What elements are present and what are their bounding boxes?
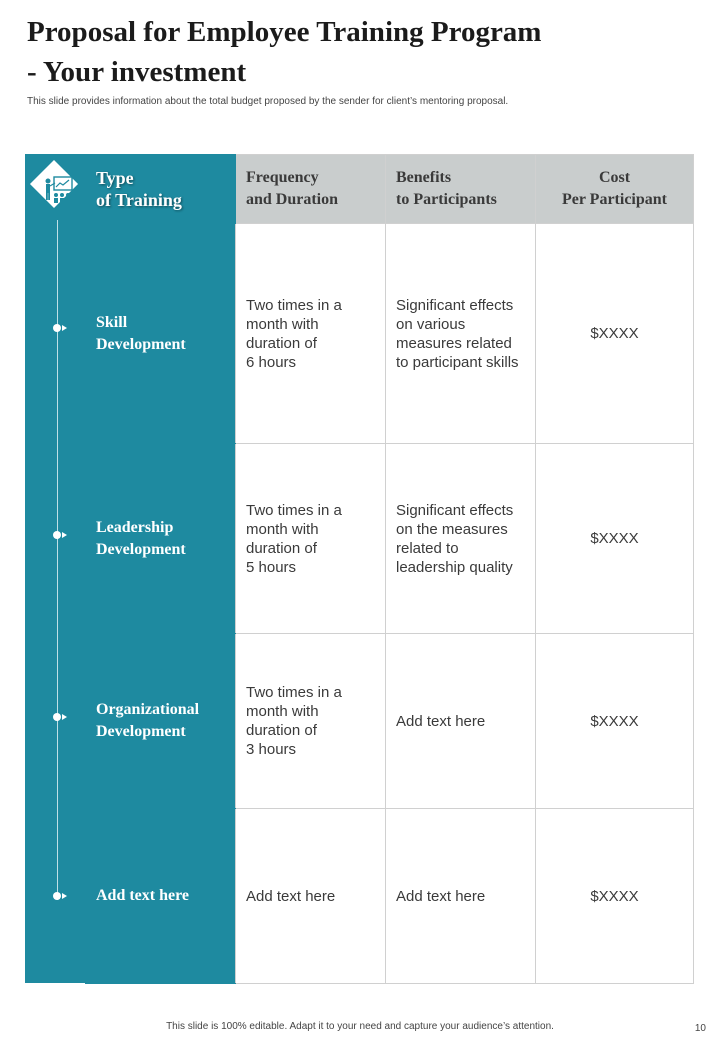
row-cost: $XXXX [536, 444, 694, 634]
timeline-marker-1 [53, 323, 67, 333]
title-line-1: Proposal for Employee Training Program [27, 16, 542, 48]
row-type: Skill Development [86, 224, 236, 444]
header-type-of-training: Type of Training [86, 155, 236, 224]
page-subtitle: This slide provides information about the total budget proposed by the sender for client’s mentoring proposal. [27, 96, 509, 107]
title-line-2: - Your investment [27, 56, 247, 88]
timeline-marker-3 [53, 712, 67, 722]
timeline-rail [25, 154, 85, 983]
row-benefits: Significant effects on the measures related to leadership quality [386, 444, 536, 634]
header-cost: Cost Per Participant [536, 155, 694, 224]
row-frequency: Add text here [236, 809, 386, 984]
page-title [27, 12, 667, 92]
row-cost: $XXXX [536, 634, 694, 809]
row-type: Add text here [86, 809, 236, 984]
row-benefits: Add text here [386, 809, 536, 984]
header-benefits: Benefits to Participants [386, 155, 536, 224]
row-cost: $XXXX [536, 809, 694, 984]
timeline-line [57, 220, 58, 900]
row-frequency: Two times in a month with duration of 6 hours [236, 224, 386, 444]
row-frequency: Two times in a month with duration of 3 hours [236, 634, 386, 809]
training-presentation-icon [42, 172, 78, 208]
table-row [86, 224, 694, 444]
timeline-marker-4 [53, 891, 67, 901]
header-frequency-duration: Frequency and Duration [236, 155, 386, 224]
table-row [86, 634, 694, 809]
row-benefits: Add text here [386, 634, 536, 809]
row-benefits: Significant effects on various measures related to participant skills [386, 224, 536, 444]
page-number: 10 [694, 1023, 706, 1034]
footer-note: This slide is 100% editable. Adapt it to your need and capture your audience’s attention. [166, 1021, 554, 1032]
row-cost: $XXXX [536, 224, 694, 444]
timeline-marker-2 [53, 530, 67, 540]
row-type: Organizational Development [86, 634, 236, 809]
table-row [86, 809, 694, 984]
investment-table [85, 154, 694, 984]
table-row [86, 444, 694, 634]
row-type: Leadership Development [86, 444, 236, 634]
table-header-row [86, 155, 694, 224]
row-frequency: Two times in a month with duration of 5 hours [236, 444, 386, 634]
